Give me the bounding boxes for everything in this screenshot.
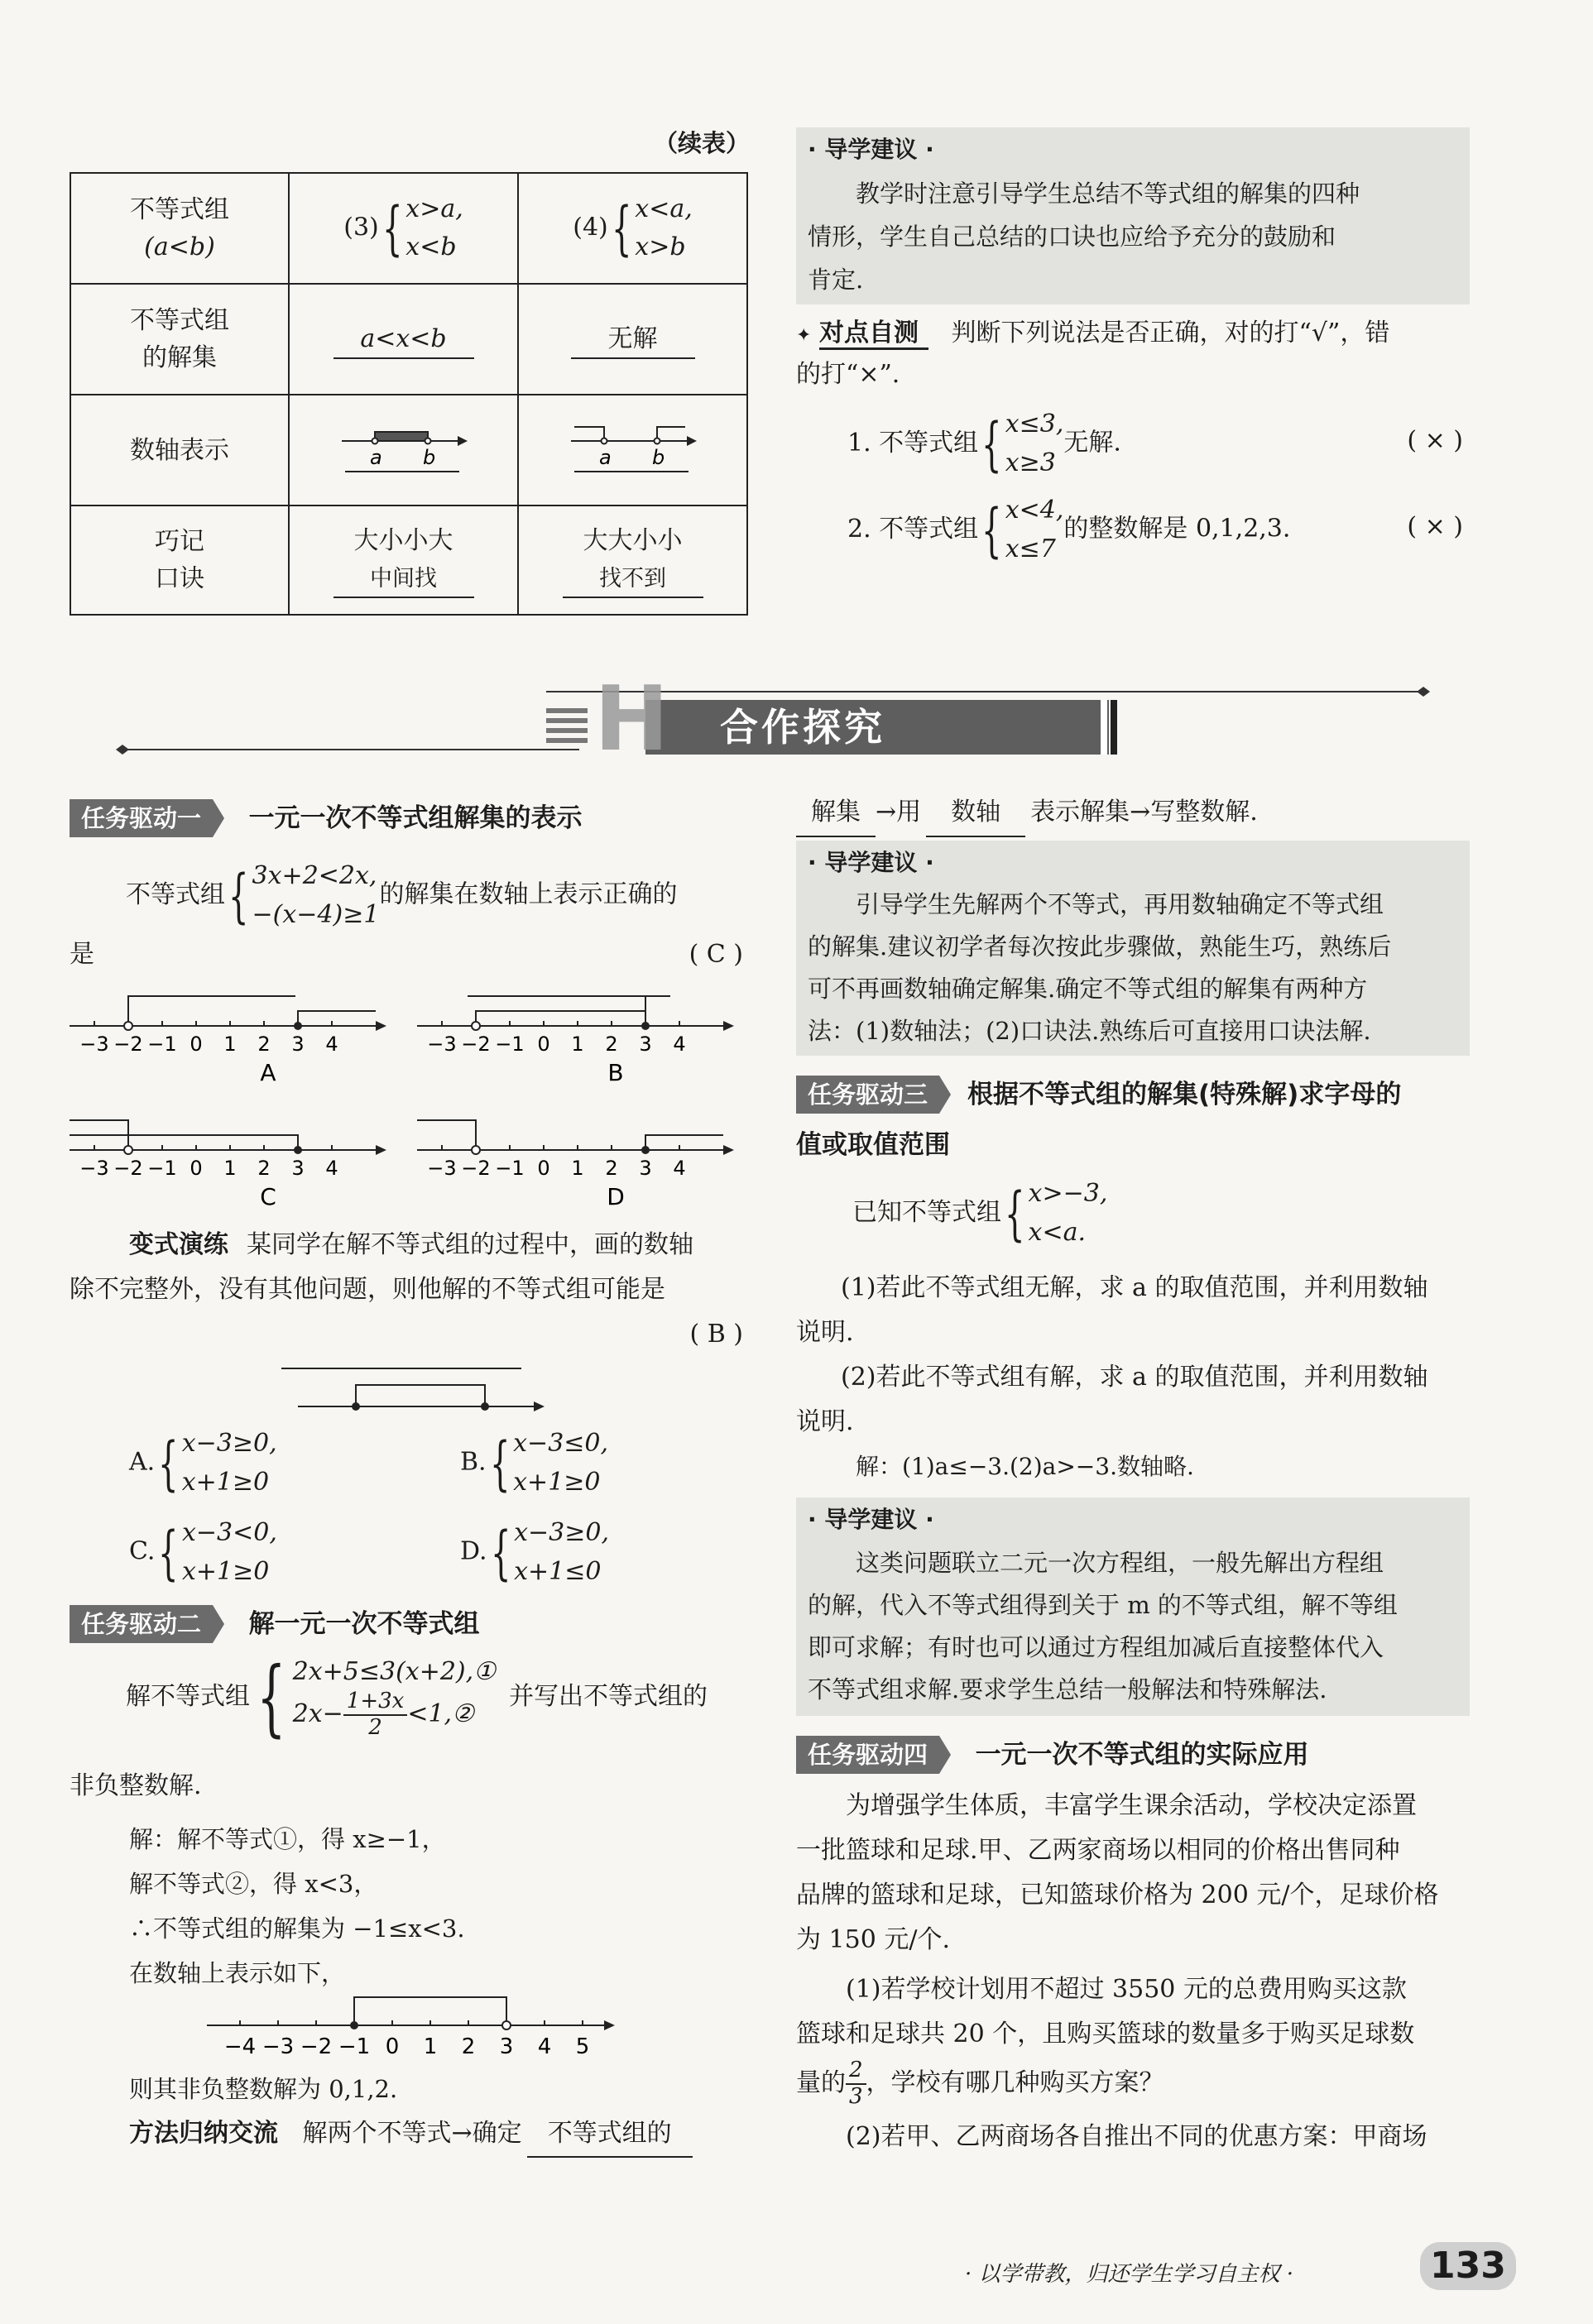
task2-header: 任务驱动二 解一元一次不等式组: [70, 1605, 480, 1644]
page-number: 133: [1420, 2242, 1516, 2290]
task1-header: 任务驱动一 一元一次不等式组解集的表示: [70, 799, 583, 838]
tick-label: −1: [147, 1157, 177, 1180]
section-title: 合作探究: [720, 705, 885, 750]
number-line-case4: [563, 412, 703, 478]
solution-set-table: [70, 172, 748, 616]
task2-solution: 解：解不等式①，得 x≥−1， 解不等式②，得 x<3， ∴不等式组的解集为 −1≤x<3. 在数轴上表示如下，: [129, 1825, 465, 1987]
table-header-cell: 不等式组 的解集: [70, 284, 289, 395]
guide-box-1: · 导学建议 · 教学时注意引导学生总结不等式组的解集的四种 情形，学生自己总结的口诀也应给予充分的鼓励和 肯定.: [796, 127, 1470, 304]
tick-label: 4: [325, 1033, 338, 1056]
tick-label: −1: [147, 1033, 177, 1056]
number-line-case3: [333, 412, 474, 478]
tick-label: 0: [537, 1033, 550, 1056]
guide-box-3: · 导学建议 · 这类问题联立二元一次方程组，一般先解出方程组 的解，代入不等式组得到关于 m 的不等式组，解不等组 即可求解；有时也可以通过方程组加减后直接整体代入 不等式组求解.要求学生总结一般解法和特殊解法.: [796, 1497, 1470, 1716]
tick-label: −2: [461, 1157, 491, 1180]
tick-label: 0: [190, 1157, 203, 1180]
tick-label: 1: [223, 1157, 237, 1180]
table-cell: 大小小大 中间找: [289, 506, 518, 615]
svg-text:1: 1: [423, 2034, 438, 2059]
tick-label: −3: [427, 1033, 457, 1056]
option-letter: D: [607, 1183, 625, 1210]
option-C-number-line: [70, 1120, 386, 1210]
tick-label: −1: [495, 1157, 525, 1180]
tick-label: 3: [639, 1033, 652, 1056]
task3-stem: 已知不等式组{ x>−3, x<a. (1)若此不等式组无解，求 a 的取值范围，并利用数轴 说明. (2)若此不等式组有解，求 a 的取值范围，并利用数轴 说明. 解：(1)a≤−3.(2)a>−3.数轴略.: [796, 1179, 1428, 1480]
tick-label: 4: [325, 1157, 338, 1180]
task1-options-figure: [70, 976, 748, 1224]
table-header-cell: 不等式组 (a<b): [70, 173, 289, 284]
option-letter: A: [260, 1059, 276, 1086]
tick-label: −2: [113, 1033, 143, 1056]
table-header-cell: 巧记 口诀: [70, 506, 289, 615]
svg-text:2: 2: [461, 2034, 476, 2059]
tick-label: 2: [605, 1033, 618, 1056]
option-letter: C: [260, 1183, 276, 1210]
self-test-q1: 1. 不等式组{ x≤3, x≥3 无解. ( × ): [847, 410, 1463, 478]
task2-after: 则其非负整数解为 0,1,2.: [129, 2075, 398, 2103]
table-cell: [518, 395, 747, 506]
tick-label: 1: [571, 1033, 584, 1056]
table-header-cell: 数轴表示: [70, 395, 289, 506]
option-D-number-line: [417, 1120, 734, 1210]
svg-text:b: b: [651, 445, 665, 469]
option-B: B.{ x−3≤0, x+1≥0: [460, 1429, 609, 1497]
tick-label: 1: [223, 1033, 237, 1056]
option-B-number-line: [417, 996, 734, 1086]
method-summary: 方法归纳交流 解两个不等式→确定 不等式组的: [129, 2111, 758, 2158]
tick-label: 4: [673, 1033, 686, 1056]
svg-text:3: 3: [499, 2034, 514, 2059]
diamond-icon: ✦: [796, 325, 812, 346]
tick-label: −1: [495, 1033, 525, 1056]
svg-text:0: 0: [385, 2034, 400, 2059]
table-cell: a<x<b: [289, 284, 518, 395]
svg-text:a: a: [598, 445, 612, 469]
svg-text:−1: −1: [338, 2034, 371, 2059]
task3-header: 任务驱动三 根据不等式组的解集(特殊解)求字母的 值或取值范围: [796, 1076, 1475, 1164]
tick-label: 3: [291, 1157, 305, 1180]
task1-stem: 不等式组{ 3x+2<2x, −(x−4)≥1 的解集在数轴上表示正确的 是 ( C ): [70, 861, 743, 969]
self-test-q2: 2. 不等式组{ x<4, x≤7 的整数解是 0,1,2,3. ( × ): [847, 496, 1463, 564]
footer-slogan: · 以学带教，归还学生学习自主权 ·: [965, 2262, 1294, 2287]
option-A: A.{ x−3≥0, x+1≥0: [129, 1429, 277, 1497]
label-a: a: [369, 445, 382, 469]
tick-label: −3: [79, 1033, 109, 1056]
tick-label: 0: [190, 1033, 203, 1056]
variant-options: [129, 1425, 758, 1603]
task4-body: 为增强学生体质，丰富学生课余活动，学校决定添置 一批篮球和足球.甲、乙两家商场以相同的价格出售同种 品牌的篮球和足球，已知篮球价格为 200 元/个，足球价格 为 150 元/个. (1)若学校计划用不超过 3550 元的总费用购买这款 篮球和足球共 20 个，且购买篮球的数量多于购买足球数 量的 $\frac{2}{3}$ ，学校有哪几种购买方案？ (2)若甲、乙两商场各自推出不同的优惠方案：甲商场: [796, 1791, 1439, 2151]
table-cell: 无解: [518, 284, 747, 395]
variant-number-line: [281, 1357, 554, 1423]
svg-text:−4: −4: [223, 2034, 257, 2059]
option-letter: B: [607, 1059, 624, 1086]
option-C: C.{ x−3<0, x+1≥0: [129, 1518, 277, 1587]
option-A-number-line: [70, 996, 386, 1086]
tick-label: 4: [673, 1157, 686, 1180]
self-test-section: ✦ 对点自测 判断下列说法是否正确，对的打“√”，错 的打“×”. 1. 不等式组{ x≤3, x≥3 无解. ( × ) 2. 不等式组{ x<4, x≤7 的整数解是 0,1,2,3. ( × ): [796, 313, 1475, 566]
label-b: b: [422, 445, 435, 469]
svg-text:−2: −2: [300, 2034, 333, 2059]
guide-box-2: · 导学建议 · 引导学生先解两个不等式，再用数轴确定不等式组 的解集.建议初学者每次按此步骤做，熟能生巧，熟练后 可不再画数轴确定解集.确定不等式组的解集有两种方 法：(1)数轴法；(2)口诀法.熟练后可直接用口诀法解.: [796, 841, 1470, 1056]
task2-number-line: [207, 1996, 621, 2062]
section-letter: H: [594, 668, 669, 771]
tick-label: 1: [571, 1157, 584, 1180]
svg-text:4: 4: [537, 2034, 552, 2059]
tick-label: −3: [427, 1157, 457, 1180]
variant-section: 变式演练 某同学在解不等式组的过程中，画的数轴 除不完整外，没有其他问题，则他解的不等式组可能是 ( B ): [70, 1230, 743, 1349]
tick-label: 3: [291, 1033, 305, 1056]
task2-stem: 解不等式组{ 2x+5≤3(x+2),① 2x− $\frac{1+3x}{2}$ <1,② 并写出不等式组的 非负整数解.: [70, 1648, 708, 1800]
continued-label: （续表）: [654, 129, 751, 157]
tick-label: 2: [605, 1157, 618, 1180]
tick-label: 2: [257, 1157, 271, 1180]
table-cell: 大大小小 找不到: [518, 506, 747, 615]
svg-text:−3: −3: [262, 2034, 295, 2059]
tick-label: 3: [639, 1157, 652, 1180]
tick-label: −2: [461, 1033, 491, 1056]
tick-label: −2: [113, 1157, 143, 1180]
svg-text:5: 5: [575, 2034, 590, 2059]
tick-label: 0: [537, 1157, 550, 1180]
table-cell: (3){ x>a, x<b: [289, 173, 518, 284]
method-continue: 解集 →用 数轴 表示解集→写整数解.: [796, 789, 1475, 837]
tick-label: 2: [257, 1033, 271, 1056]
option-D: D.{ x−3≥0, x+1≤0: [460, 1518, 609, 1587]
tick-label: −3: [79, 1157, 109, 1180]
table-cell: [289, 395, 518, 506]
task4-header: 任务驱动四 一元一次不等式组的实际应用: [796, 1736, 1309, 1775]
table-cell: (4){ x<a, x>b: [518, 173, 747, 284]
section-header: [116, 668, 1432, 771]
